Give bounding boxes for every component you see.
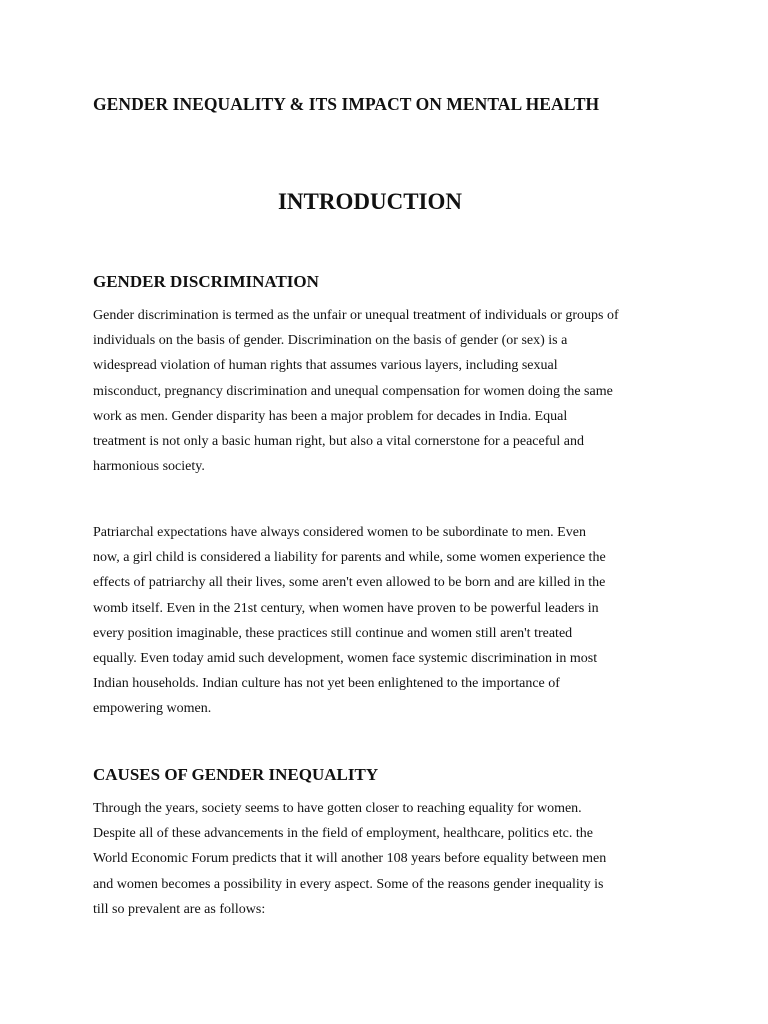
introduction-heading: INTRODUCTION: [277, 189, 463, 214]
paragraph-line: equally. Even today amid such development, women face systemic discrimination in most: [93, 651, 598, 667]
paragraph-line: till so prevalent are as follows:: [93, 901, 266, 917]
section-heading-causes-of-gender-inequality: CAUSES OF GENDER INEQUALITY: [93, 765, 379, 784]
paragraph-line: widespread violation of human rights that assumes various layers, including sexual: [93, 358, 558, 374]
paragraph-patriarchal-expectations: [93, 520, 693, 722]
paragraph-line: now, a girl child is considered a liability for parents and while, some women experience the: [93, 550, 606, 566]
paragraph-line: Patriarchal expectations have always considered women to be subordinate to men. Even: [93, 525, 586, 540]
paragraph-line: womb itself. Even in the 21st century, when women have proven to be powerful leaders in: [93, 600, 599, 616]
document-title: GENDER INEQUALITY & ITS IMPACT ON MENTAL HEALTH: [93, 94, 600, 114]
paragraph-line: misconduct, pregnancy discrimination and unequal compensation for women doing the same: [93, 383, 613, 399]
paragraph-line: World Economic Forum predicts that it will another 108 years before equality between men: [93, 851, 607, 867]
paragraph-line: treatment is not only a basic human right, but also a vital cornerstone for a peaceful and: [93, 434, 585, 450]
paragraph-gender-discrimination-definition: [93, 303, 693, 479]
paragraph-line: and women becomes a possibility in every aspect. Some of the reasons gender inequality is: [93, 876, 604, 892]
paragraph-causes-intro: [93, 796, 693, 922]
paragraph-line: empowering women.: [93, 701, 212, 717]
paragraph-line: work as men. Gender disparity has been a major problem for decades in India. Equal: [93, 408, 568, 424]
paragraph-line: effects of patriarchy all their lives, some aren't even allowed to be born and are killed in the: [93, 575, 606, 591]
paragraph-line: individuals on the basis of gender. Discrimination on the basis of gender (or sex) is a: [93, 333, 568, 349]
paragraph-line: Despite all of these advancements in the field of employment, healthcare, politics etc. the: [93, 826, 593, 842]
paragraph-line: Indian households. Indian culture has not yet been enlightened to the importance of: [93, 676, 560, 692]
paragraph-line: Through the years, society seems to have gotten closer to reaching equality for women.: [93, 801, 582, 816]
paragraph-line: harmonious society.: [93, 459, 205, 475]
paragraph-line: every position imaginable, these practices still continue and women still aren't treated: [93, 625, 573, 641]
section-heading-gender-discrimination: GENDER DISCRIMINATION: [93, 272, 319, 291]
paragraph-line: Gender discrimination is termed as the unfair or unequal treatment of individuals or groups of: [93, 308, 619, 323]
